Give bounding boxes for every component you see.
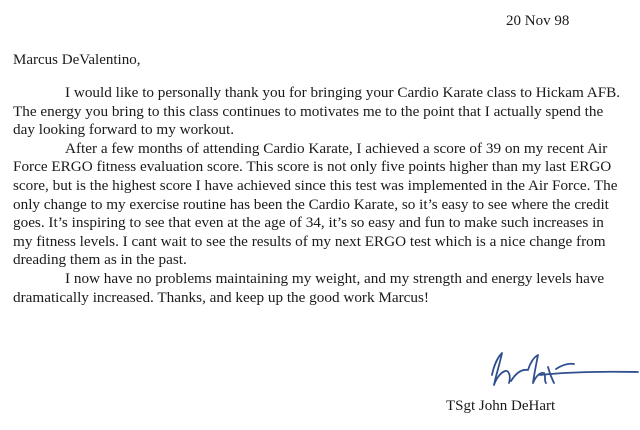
letter-date: 20 Nov 98 <box>506 13 570 29</box>
paragraph-ergo-score: After a few months of attending Cardio Karate, I achieved a score of 39 on my recent Air Force ERGO fitness evaluation score. This score is not only five points higher than my last ERGO score, but is the highest score I have achieved since this test was implemented in the Air Force. The only change to my exercise routine has been the Cardio Karate, so it’s easy to see where the credit goes. It’s inspiring to see that even at the age of 34, it’s so easy and fun to make such increases in my fitness levels. I cant wait to see the results of my next ERGO test which is a nice change from dreading them as in the past. <box>13 139 618 269</box>
paragraph-results: I now have no problems maintaining my weight, and my strength and energy levels have dramatically increased. Thanks, and keep up the good work Marcus! <box>13 269 605 306</box>
paragraph-thanks: I would like to personally thank you for bringing your Cardio Karate class to Hickam AFB. The energy you bring to this class continues to motivates me to the point that I actually spend the day looking forward to my workout. <box>13 84 621 139</box>
letter-body <box>13 84 625 307</box>
handwritten-signature <box>478 345 640 397</box>
signature-icon <box>478 345 640 397</box>
salutation: Marcus DeValentino, <box>13 52 141 68</box>
signer-name: TSgt John DeHart <box>446 398 556 414</box>
